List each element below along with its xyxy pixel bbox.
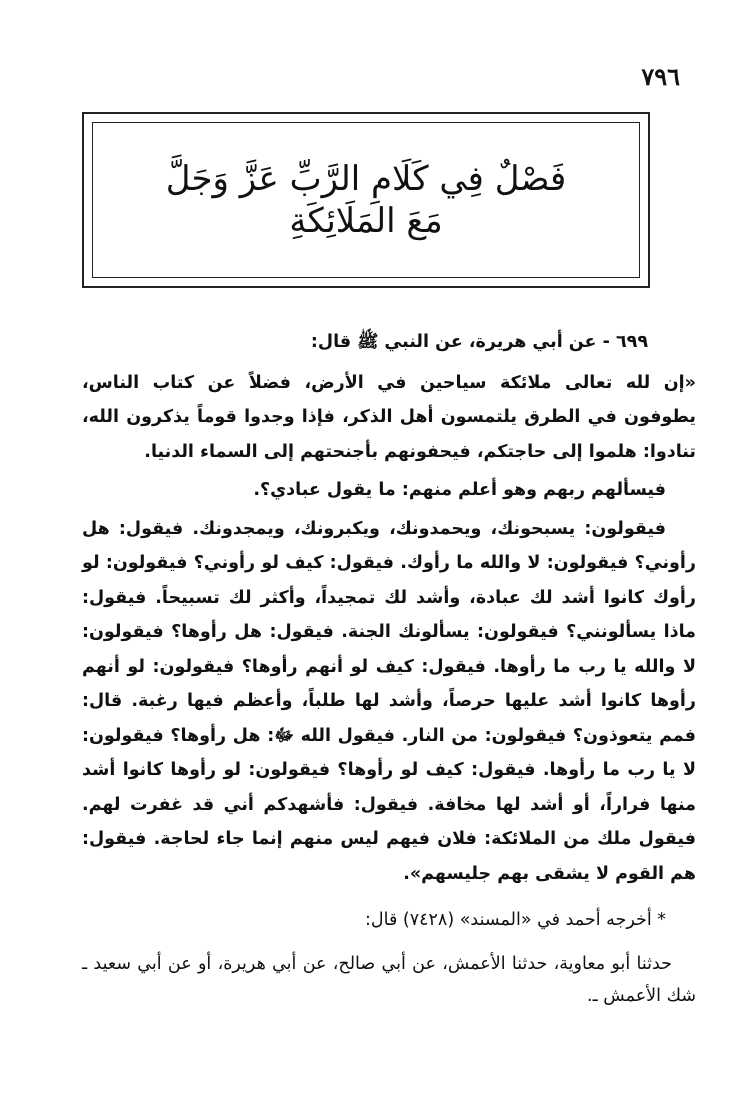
page-number: ٧٩٦ <box>641 62 680 91</box>
hadith-paragraph-3: فيقولون: يسبحونك، ويحمدونك، ويكبرونك، ويمجدونك. فيقول: هل رأوني؟ فيقولون: لا والله ما رأوك. فيقول: كيف لو رأوني؟ فيقولون: لو رأوك كانوا أشد لك عبادة، وأشد لك تمجيداً، وأكثر لك تسبيحاً. فيقول: ماذا يسألونني؟ فيقولون: يسألونك الجنة. فيقول: هل رأوها؟ فيقولون: لا والله يا رب ما رأوها. فيقول: كيف لو أنهم رأوها؟ فيقولون: لو أنهم رأوها كانوا أشد عليها حرصاً، وأشد لها طلباً، وأعظم فيها رغبة. قال: فمم يتعوذون؟ فيقولون: من النار. فيقول الله ﷻ: هل رأوها؟ فيقولون: لا يا رب ما رأوها. فيقول: كيف لو رأوها؟ فيقولون: لو رأوها كانوا أشد منها فراراً، أو أشد لها مخافة. فيقول: فأشهدكم أني قد غفرت لهم. فيقول ملك من الملائكة: فلان فيهم ليس منهم إنما جاء لحاجة. فيقول: هم القوم لا يشقى بهم جليسهم». <box>82 518 696 884</box>
page-body <box>82 325 696 1012</box>
chapter-title-inner-frame <box>92 122 640 278</box>
isnad-text: حدثنا أبو معاوية، حدثنا الأعمش، عن أبي صالح، عن أبي هريرة، أو عن أبي سعيد ـ شك الأعمش ـ. <box>82 953 696 1006</box>
source-citation: * أخرجه أحمد في «المسند» (٧٤٢٨) قال: <box>365 910 666 930</box>
hadith-paragraph-1: «إن لله تعالى ملائكة سياحين في الأرض، فضلاً عن كتاب الناس، يطوفون في الطرق يلتمسون أهل الذكر، فإذا وجدوا قوماً يذكرون الله، تنادوا: هلموا إلى حاجتكم، فيحفونهم بأجنحتهم إلى السماء الدنيا. <box>82 372 696 462</box>
hadith-paragraph-2: فيسألهم ربهم وهو أعلم منهم: ما يقول عبادي؟. <box>253 480 666 500</box>
chapter-title-line-1: فَصْلٌ فِي كَلَامِ الرَّبِّ عَزَّ وَجَلَّ <box>165 158 567 199</box>
hadith-heading: ٦٩٩ - عن أبي هريرة، عن النبي ﷺ قال: <box>310 332 648 352</box>
chapter-title-line-2: مَعَ المَلَائِكَةِ <box>289 201 443 241</box>
chapter-title-frame <box>82 112 650 288</box>
